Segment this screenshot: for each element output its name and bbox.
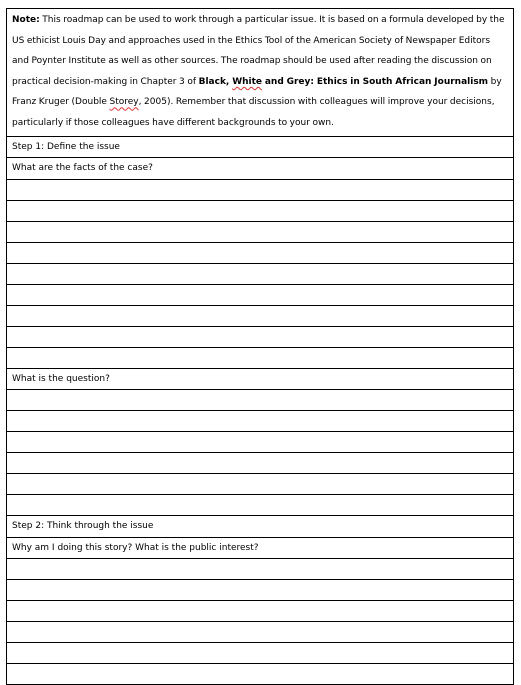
answer-cell[interactable] (7, 347, 514, 368)
blank-answer-row (7, 474, 514, 495)
publisher-name: Storey (109, 97, 139, 108)
prompt-cell: Step 1: Define the issue (7, 136, 514, 158)
prompt-row (7, 368, 514, 390)
prompt-row (7, 158, 514, 180)
answer-cell[interactable] (7, 263, 514, 284)
answer-cell[interactable] (7, 432, 514, 453)
blank-answer-row (7, 200, 514, 221)
answer-cell[interactable] (7, 580, 514, 601)
blank-answer-row (7, 580, 514, 601)
answer-cell[interactable] (7, 495, 514, 516)
blank-answer-row (7, 263, 514, 284)
answer-cell[interactable] (7, 305, 514, 326)
prompt-row (7, 537, 514, 559)
answer-cell[interactable] (7, 453, 514, 474)
blank-answer-row (7, 347, 514, 368)
answer-cell[interactable] (7, 200, 514, 221)
answer-cell[interactable] (7, 559, 514, 580)
blank-answer-row (7, 390, 514, 411)
note-text-2: by Franz Kruger (Double (12, 76, 502, 108)
blank-answer-row (7, 284, 514, 305)
note-cell (7, 9, 514, 137)
note-text-3: , 2005). Remember that discussion with colleagues will improve your decisions, particularly if those colleagues have different backgrounds to your own. (12, 97, 495, 128)
answer-cell[interactable] (7, 390, 514, 411)
roadmap-table (6, 8, 514, 685)
answer-cell[interactable] (7, 664, 514, 685)
answer-cell[interactable] (7, 179, 514, 200)
blank-answer-row (7, 411, 514, 432)
prompt-row (7, 136, 514, 158)
blank-answer-row (7, 326, 514, 347)
answer-cell[interactable] (7, 326, 514, 347)
book-title-part-1: Black, (198, 76, 233, 87)
blank-answer-row (7, 179, 514, 200)
note-row (7, 9, 514, 137)
answer-cell[interactable] (7, 601, 514, 622)
answer-cell[interactable] (7, 242, 514, 263)
blank-answer-row (7, 305, 514, 326)
answer-cell[interactable] (7, 622, 514, 643)
book-title-part-3: and Grey: Ethics in South African Journalism (262, 76, 489, 87)
note-label: Note: (12, 15, 40, 25)
prompt-row (7, 516, 514, 538)
answer-cell[interactable] (7, 411, 514, 432)
blank-answer-row (7, 622, 514, 643)
roadmap-page (6, 8, 514, 685)
book-title-part-2: White (232, 76, 263, 87)
blank-answer-row (7, 664, 514, 685)
blank-answer-row (7, 432, 514, 453)
answer-cell[interactable] (7, 221, 514, 242)
answer-cell[interactable] (7, 643, 514, 664)
answer-cell[interactable] (7, 284, 514, 305)
blank-answer-row (7, 643, 514, 664)
blank-answer-row (7, 453, 514, 474)
blank-answer-row (7, 601, 514, 622)
blank-answer-row (7, 559, 514, 580)
blank-answer-row (7, 221, 514, 242)
prompt-cell: What are the facts of the case? (7, 158, 514, 180)
blank-answer-row (7, 495, 514, 516)
prompt-cell: Step 2: Think through the issue (7, 516, 514, 538)
prompt-cell: What is the question? (7, 368, 514, 390)
note-text: This roadmap can be used to work through a particular issue. It is based on a formula developed by the US ethicist Louis Day and approaches used in the Ethics Tool of the American Society of Newspaper Editors and Poynter Institute as well as other sources. The roadmap should be used after reading the discussion on practical decision-making in Chapter 3 of (12, 15, 505, 87)
prompt-cell: Why am I doing this story? What is the public interest? (7, 537, 514, 559)
blank-answer-row (7, 242, 514, 263)
answer-cell[interactable] (7, 474, 514, 495)
